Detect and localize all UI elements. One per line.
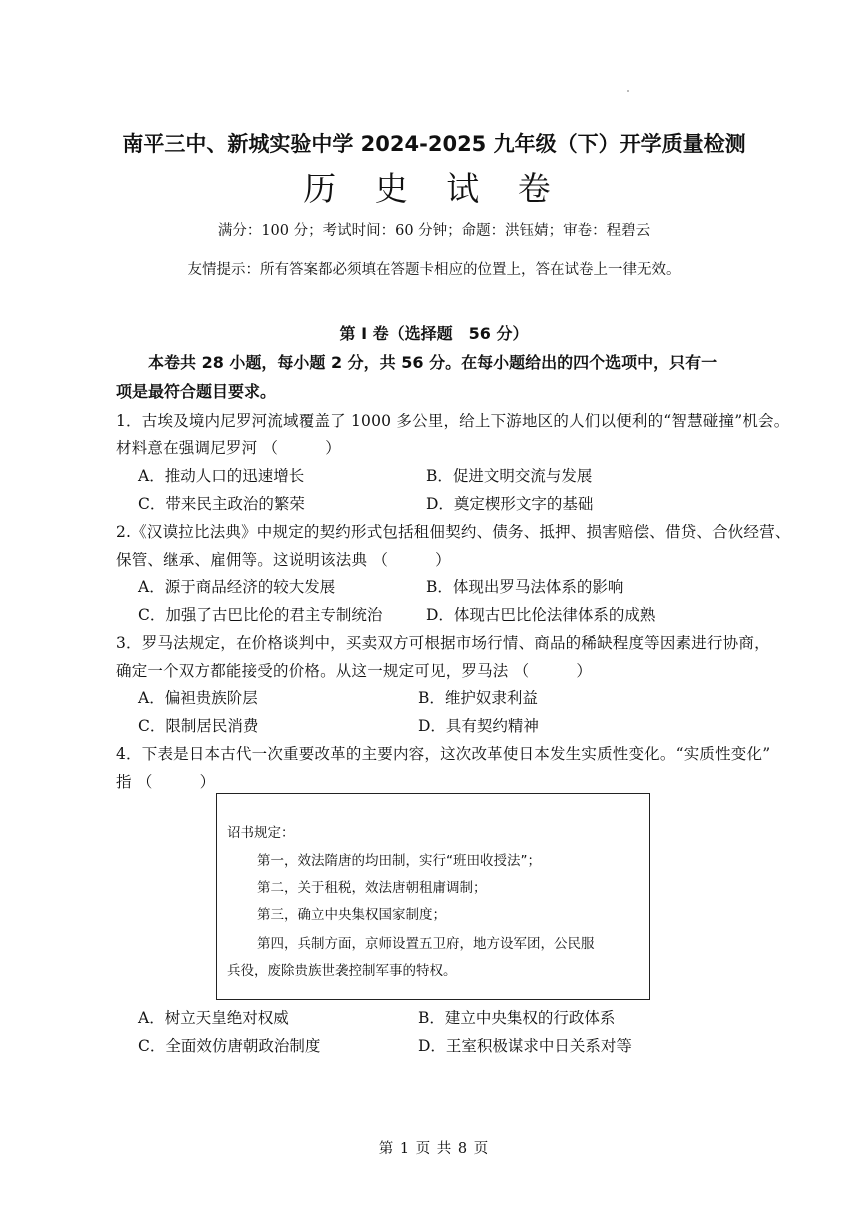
q3-option-a: A．偏袒贵族阶层 — [138, 689, 258, 707]
q1-option-b: B．促进文明交流与发展 — [426, 467, 593, 485]
decree-item-1: 第一，效法隋唐的均田制，实行“班田收授法”； — [257, 853, 541, 869]
q4-stem-line-2: 指 （ ） — [116, 773, 216, 791]
decree-item-2: 第二，关于租税，效法唐朝租庸调制； — [257, 880, 487, 896]
q4-option-b: B．建立中央集权的行政体系 — [418, 1009, 616, 1027]
q3-option-d: D．具有契约精神 — [418, 717, 539, 735]
page-footer: 第 1 页 共 8 页 — [378, 1141, 490, 1157]
q2-option-a: A．源于商品经济的较大发展 — [138, 578, 336, 596]
decree-heading: 诏书规定： — [227, 825, 295, 841]
section-title: 第 I 卷（选择题 56 分） — [339, 324, 529, 343]
q3-stem-line-1: 3．罗马法规定，在价格谈判中，买卖双方可根据市场行情、商品的稀缺程度等因素进行协商， — [116, 634, 770, 652]
q2-option-c: C．加强了古巴比伦的君主专制统治 — [138, 606, 383, 624]
decree-item-4-line-1: 第四，兵制方面，京师设置五卫府，地方设军团，公民服 — [257, 936, 595, 952]
q1-stem-line-1: 1．古埃及境内尼罗河流域覆盖了 1000 多公里，给上下游地区的人们以便利的“智慧碰撞”机会。 — [116, 412, 790, 430]
scan-speck — [627, 90, 629, 92]
q2-stem-line-1: 2.《汉谟拉比法典》中规定的契约形式包括租佃契约、债务、抵押、损害赔偿、借贷、合伙经营、 — [116, 523, 791, 541]
instruction-line-1: 本卷共 28 小题，每小题 2 分，共 56 分。在每小题给出的四个选项中，只有一 — [148, 353, 718, 372]
q2-stem-line-2: 保管、继承、雇佣等。这说明该法典 （ ） — [116, 551, 451, 569]
friendly-tip: 友情提示：所有答案都必须填在答题卡相应的位置上，答在试卷上一律无效。 — [187, 262, 681, 278]
decree-item-4-line-2: 兵役，废除贵族世袭控制军事的特权。 — [227, 963, 457, 979]
exam-title: 南平三中、新城实验中学 2024-2025 九年级（下）开学质量检测 — [122, 132, 746, 156]
q4-stem-line-1: 4．下表是日本古代一次重要改革的主要内容，这次改革使日本发生实质性变化。“实质性变化” — [116, 745, 771, 763]
q1-option-c: C．带来民主政治的繁荣 — [138, 495, 305, 513]
subject-title: 历 史 试 卷 — [303, 169, 565, 208]
q3-option-c: C．限制居民消费 — [138, 717, 259, 735]
q3-option-b: B．维护奴隶利益 — [418, 689, 538, 707]
instruction-line-2: 项是最符合题目要求。 — [116, 382, 277, 401]
q2-option-d: D．体现古巴比伦法律体系的成熟 — [426, 606, 656, 624]
q1-stem-line-2: 材料意在强调尼罗河 （ ） — [116, 439, 341, 457]
q1-option-a: A．推动人口的迅速增长 — [138, 467, 305, 485]
q4-option-c: C．全面效仿唐朝政治制度 — [138, 1037, 321, 1055]
exam-meta: 满分：100 分；考试时间：60 分钟；命题：洪钰婧；审卷：程碧云 — [217, 223, 651, 239]
q1-option-d: D．奠定楔形文字的基础 — [426, 495, 594, 513]
decree-item-3: 第三，确立中央集权国家制度； — [257, 907, 446, 923]
q4-option-d: D．王室积极谋求中日关系对等 — [418, 1037, 632, 1055]
q4-option-a: A．树立天皇绝对权威 — [138, 1009, 289, 1027]
q3-stem-line-2: 确定一个双方都能接受的价格。从这一规定可见，罗马法 （ ） — [116, 662, 593, 680]
q2-option-b: B．体现出罗马法体系的影响 — [426, 578, 624, 596]
reform-decree-table — [216, 793, 650, 1000]
